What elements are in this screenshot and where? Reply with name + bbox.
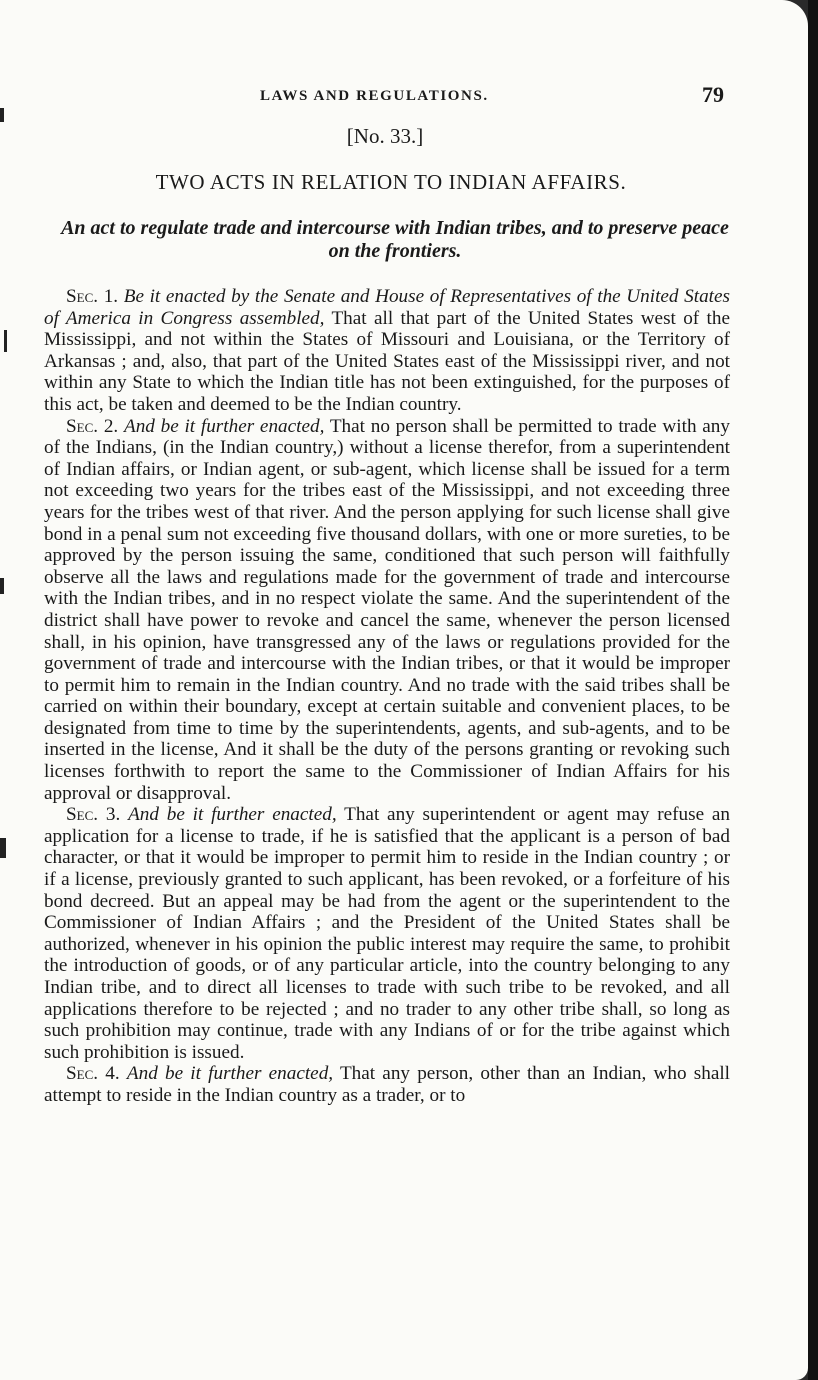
section-label: Sec. 3. xyxy=(66,804,121,826)
scan-mark xyxy=(0,838,6,858)
enacting-clause: And be it further enacted, xyxy=(126,1063,334,1085)
section-text: That no person shall be permitted to trade with any of the Indians, (in the Indian country,) without a license therefor, from a superintendent of Indian affairs, or Indian agent, or sub-agent, which license shall be issued for a term not exceeding two years for the tribes east of the Mississippi, and not exceeding three years for the tribes west of that river. And the person applying for such license shall give bond in a penal sum not exceeding five thousand dollars, with one or more sureties, to be approved by the person issuing the same, conditioned that such person will faithfully observe all the laws and regulations made for the government of trade and intercourse with the Indian tribes, and in no respect violate the same. And the superintendent of the district shall have power to revoke and cancel the same, whenever the person licensed shall, in his opinion, have transgressed any of the laws or regulations provided for the government of trade and intercourse with the Indian tribes, or that it would be improper to permit him to remain in the Indian country. And no trade with the said tribes shall be carried on within their boundary, except at certain suitable and convenient places, to be designated from time to time by the superintendents, agents, and sub-agents, and to be inserted in the license, And it shall be the duty of the persons granting or revoking such licenses forthwith to report the same to the Commissioner of Indian Affairs for his approval or disapproval. xyxy=(44,415,730,804)
section-2 xyxy=(44,416,730,805)
act-number: [No. 33.] xyxy=(346,124,424,148)
section-label: Sec. 2. xyxy=(66,415,119,437)
section-1 xyxy=(44,286,730,416)
scan-mark xyxy=(0,108,4,122)
enacting-clause: And be it further enacted, xyxy=(123,415,325,437)
section-text: That any superintendent or agent may refuse an application for a license to trade, if he is satisfied that the applicant is a person of bad character, or that it would be improper to permit him to reside in the Indian country ; or if a license, previously granted to such applicant, has been revoked, or a forfeiture of his bond decreed. But an appeal may be had from the agent or the superintendent to the Commissioner of Indian Affairs ; and the President of the United States shall be authorized, whenever in his opinion the public interest may require the same, to prohibit the introduction of goods, or of any particular article, into the country belonging to any Indian tribe, and to direct all licenses to trade with such tribe to be revoked, and all applications therefore to be rejected ; and no trader to any other tribe shall, so long as such prohibition may continue, trade with any Indians of or for the tribe against which such prohibition is issued. xyxy=(44,804,730,1063)
scan-mark xyxy=(0,578,4,594)
scan-mark xyxy=(4,330,7,352)
section-text: That any person, other than an Indian, who shall attempt to reside in the Indian country as a trader, or to xyxy=(44,1063,730,1106)
section-label: Sec. 1. xyxy=(66,286,119,307)
page-number: 79 xyxy=(702,82,724,107)
page-edge xyxy=(808,0,818,1380)
running-head: LAWS AND REGULATIONS. xyxy=(260,88,489,104)
section-4 xyxy=(44,1063,730,1106)
section-label: Sec. 4. xyxy=(66,1063,120,1085)
act-subtitle: An act to regulate trade and intercourse with Indian tribes, and to preserve peace on the frontiers. xyxy=(61,217,729,262)
section-text: That all that part of the United States west of the Mississippi, and not within the States of Missouri and Louisiana, or the Territory of Arkansas ; and, also, that part of the United States east of the Mississippi river, and not within any State to which the Indian title has not been extinguished, for the purposes of this act, be taken and deemed to be the Indian country. xyxy=(44,307,730,415)
document-body xyxy=(44,286,730,1107)
enacting-clause: Be it enacted by the Senate and House of Representatives of the United States of America in Congress assembled, xyxy=(44,286,730,329)
section-3 xyxy=(44,804,730,1063)
enacting-clause: And be it further enacted, xyxy=(128,804,337,826)
main-title: TWO ACTS IN RELATION TO INDIAN AFFAIRS. xyxy=(155,170,627,194)
